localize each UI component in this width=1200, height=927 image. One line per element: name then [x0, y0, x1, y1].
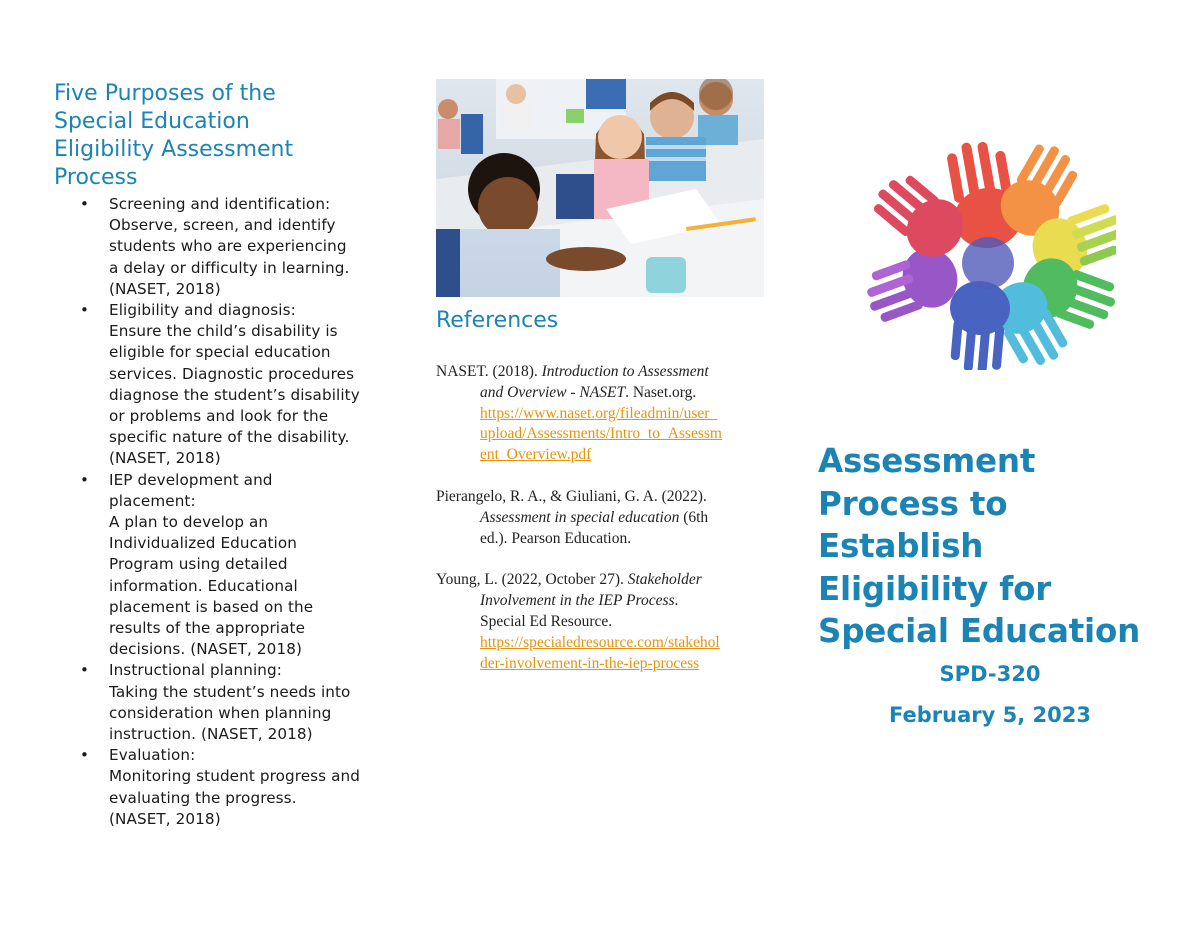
specialedresource-link[interactable]: https://specialedresource.com/stakehol: [480, 633, 720, 651]
list-item: • IEP development and placement: A plan to develop an Individualized Education Program using detailed information. Educational placement is based on the results of the appropriate decisions. (NASET, 2018): [80, 470, 314, 659]
purposes-heading: Five Purposes of the Special Education Eligibility Assessment Process: [54, 81, 294, 190]
naset-link[interactable]: ent_Overview.pdf: [480, 446, 592, 464]
colorful-handprints-image: [860, 138, 1116, 370]
references-list: [436, 362, 776, 695]
purposes-column: [54, 80, 394, 830]
bullet-icon: •: [80, 746, 89, 765]
purposes-list: [54, 194, 394, 830]
bullet-icon: •: [80, 195, 89, 213]
cover-date: February 5, 2023: [889, 703, 1091, 727]
list-item: • Instructional planning: Taking the student’s needs into consideration when planning instruction. (NASET, 2018): [80, 661, 351, 744]
course-code: SPD-320: [939, 662, 1041, 686]
specialedresource-link[interactable]: der-involvement-in-the-iep-process: [480, 654, 700, 672]
reference-young: Young, L. (2022, October 27). Stakeholder Involvement in the IEP Process. Special Ed Resource. https://specialedresource.com/stakehol der-involvement-in-the-iep-process: [436, 571, 720, 672]
bullet-icon: •: [80, 661, 89, 680]
list-item: • Evaluation: Monitoring student progress and evaluating the progress. (NASET, 2018): [80, 746, 360, 828]
naset-link[interactable]: https://www.naset.org/fileadmin/user_: [480, 404, 718, 422]
bullet-icon: •: [80, 470, 89, 489]
bullet-icon: •: [80, 301, 89, 320]
classroom-children-photo: [436, 79, 764, 297]
naset-link[interactable]: upload/Assessments/Intro_to_Assessm: [480, 425, 722, 443]
reference-naset: NASET. (2018). Introduction to Assessment and Overview - NASET. Naset.org. https://www.naset.org/fileadmin/user_ upload/Assessments/Intro_to_Assessm ent_Overview.pdf: [436, 363, 722, 464]
list-item: • Screening and identification: Observe, screen, and identify students who are experiencing a delay or difficulty in learning. (NASET, 2018): [80, 195, 350, 298]
cover-title: Assessment Process to Establish Eligibility for Special Education: [818, 442, 1141, 650]
references-heading: References: [436, 308, 559, 333]
reference-pierangelo: Pierangelo, R. A., & Giuliani, G. A. (2022). Assessment in special education (6th ed.). Pearson Education.: [436, 487, 709, 547]
list-item: • Eligibility and diagnosis: Ensure the child’s disability is eligible for special education services. Diagnostic procedures diagnose the student’s disability or problems and look for the specific nature of the disability. (NASET, 2018): [80, 301, 360, 468]
